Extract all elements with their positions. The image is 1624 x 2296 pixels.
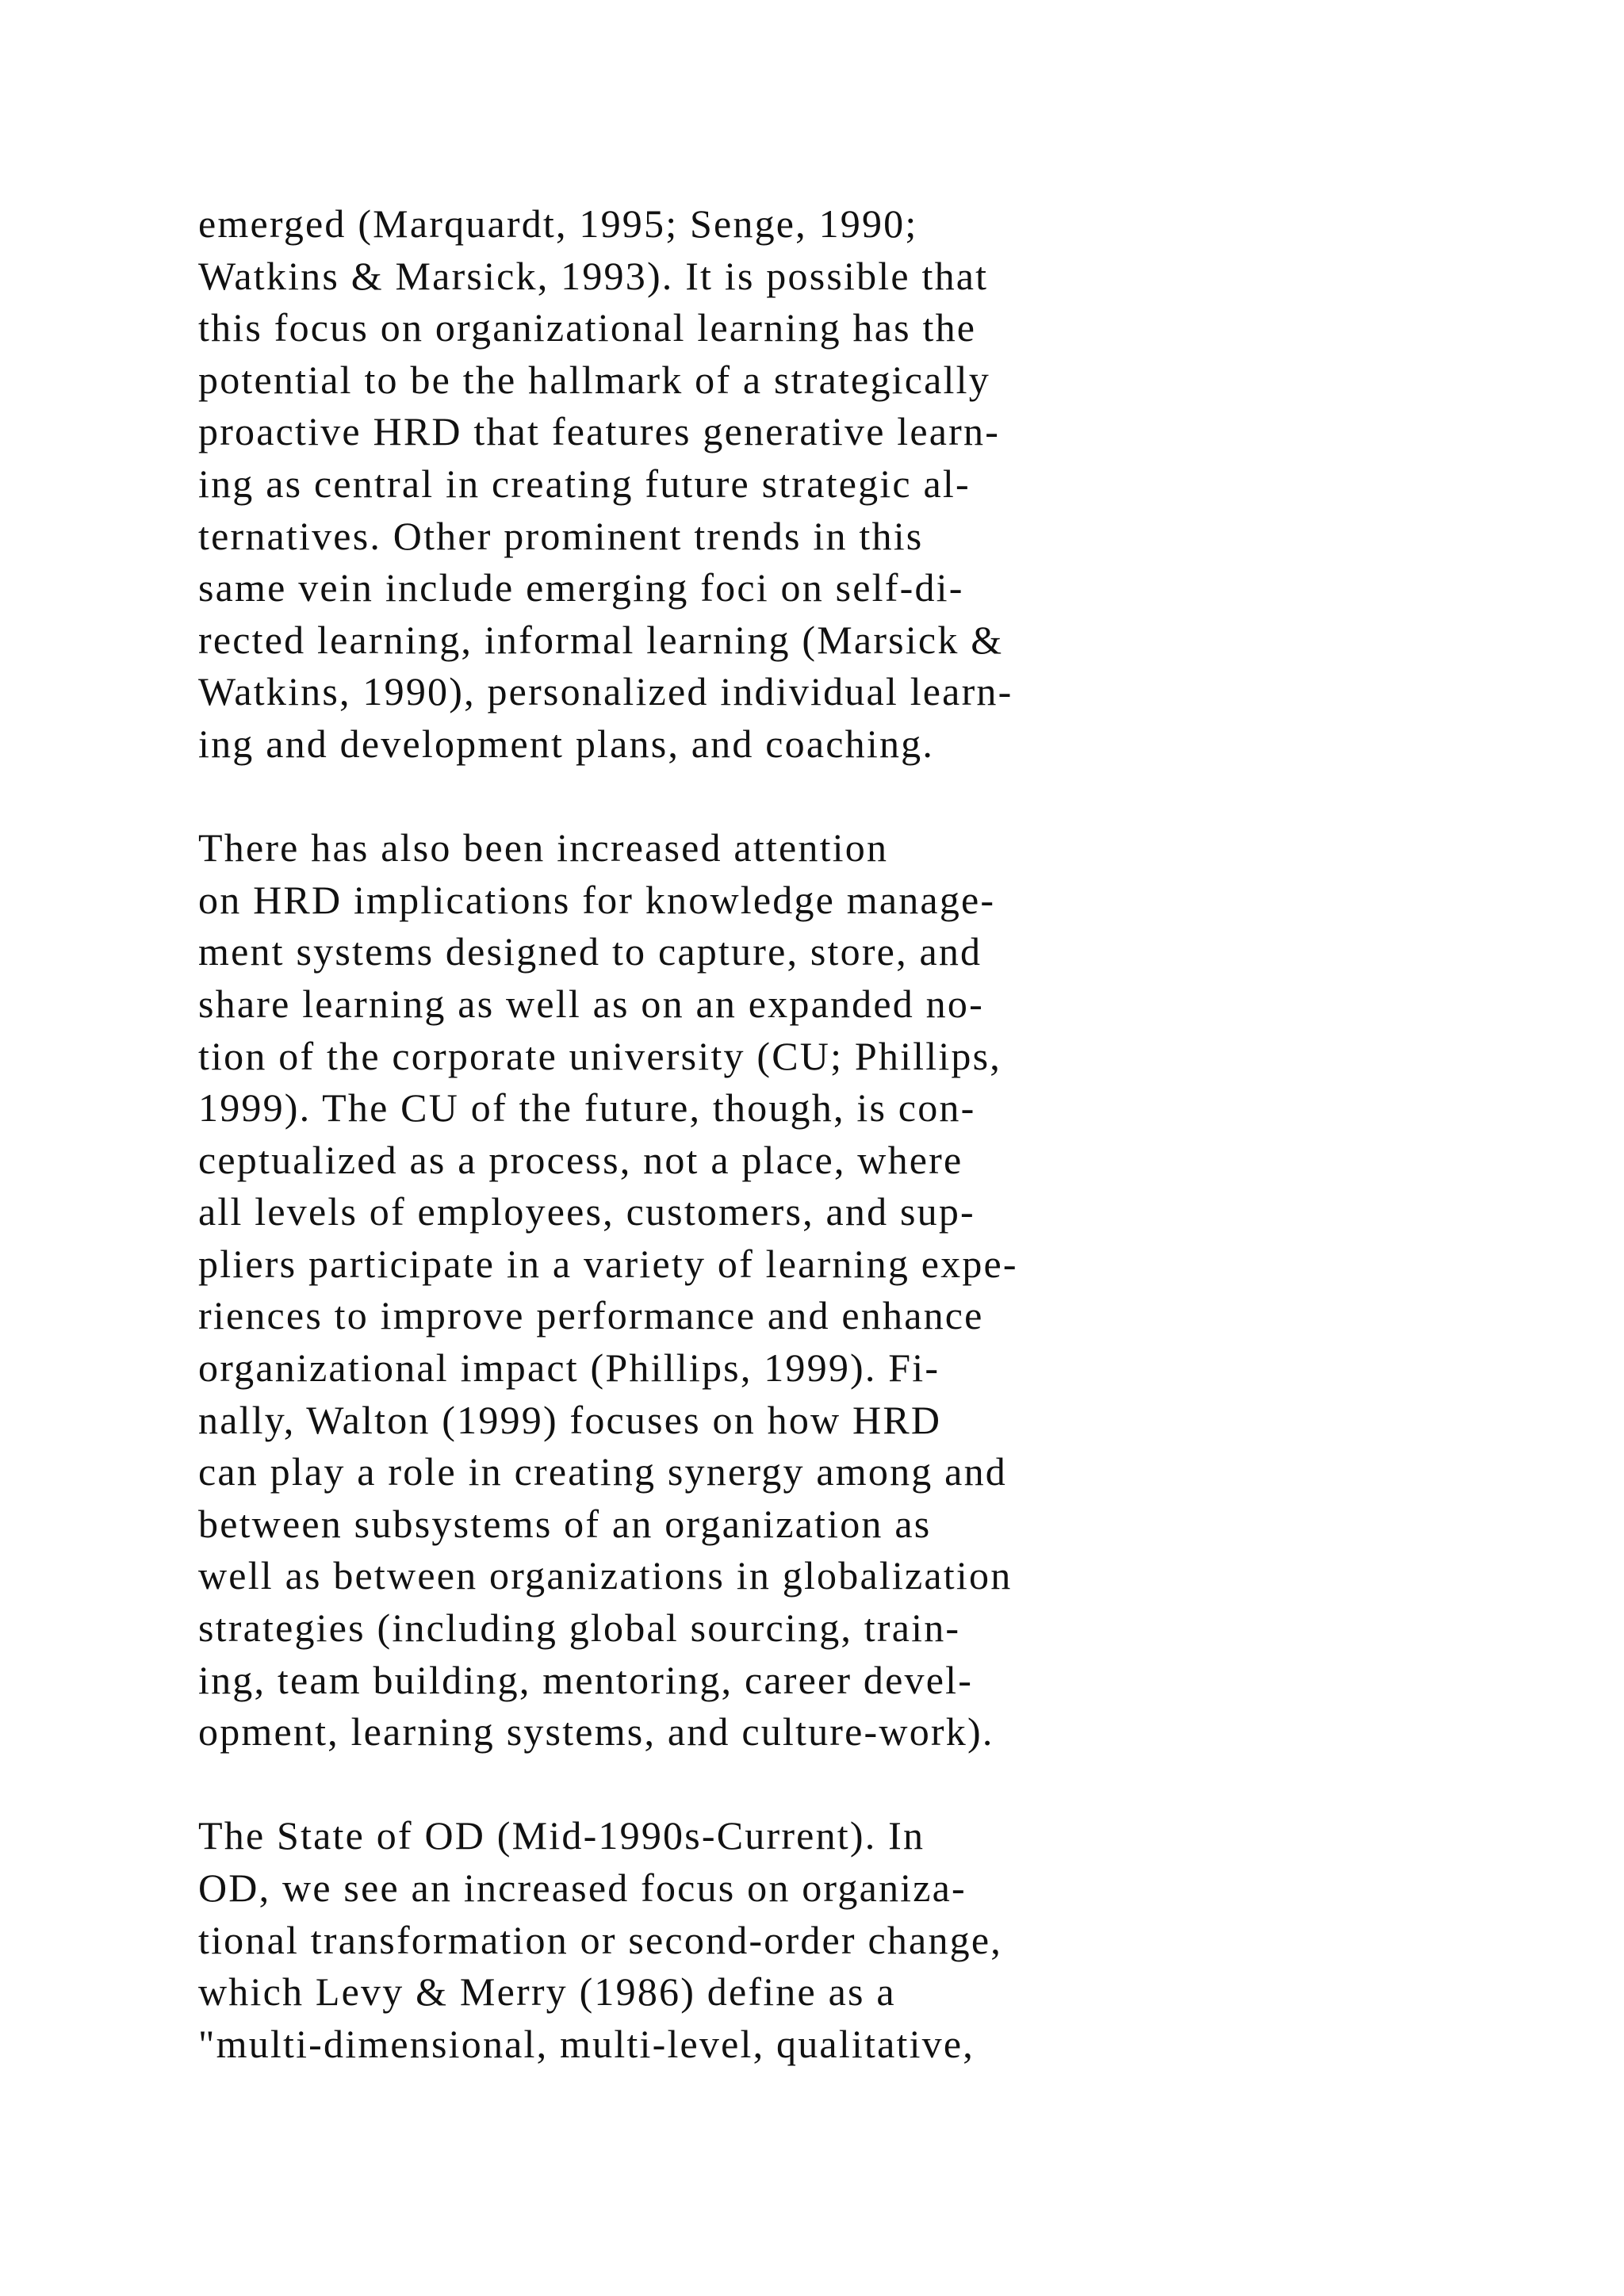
text-line: ceptualized as a process, not a place, where: [198, 1137, 963, 1182]
text-line: 1999). The CU of the future, though, is con-: [198, 1085, 976, 1131]
text-line: opment, learning systems, and culture-work).: [198, 1709, 994, 1755]
text-line: There has also been increased attention: [198, 825, 889, 871]
text-line: Watkins, 1990), personalized individual learn-: [198, 669, 1013, 714]
text-line: "multi-dimensional, multi-level, qualitative,: [198, 2021, 975, 2066]
text-line: which Levy & Merry (1986) define as a: [198, 1969, 896, 2015]
text-line: ing and development plans, and coaching.: [198, 721, 935, 766]
paragraph-3: [198, 1810, 1388, 2070]
text-line: potential to be the hallmark of a strategically: [198, 357, 990, 402]
paragraph-gap: [198, 771, 1388, 823]
text-line: ment systems designed to capture, store, and: [198, 929, 982, 974]
text-line: between subsystems of an organization as: [198, 1501, 932, 1546]
text-line: proactive HRD that features generative learn-: [198, 409, 1001, 454]
text-line: riences to improve performance and enhance: [198, 1293, 984, 1338]
text-line: this focus on organizational learning has the: [198, 305, 977, 350]
paragraph-2: [198, 822, 1388, 1758]
text-line: organizational impact (Phillips, 1999). Fi-: [198, 1345, 940, 1391]
text-line: tion of the corporate university (CU; Phillips,: [198, 1033, 1002, 1078]
text-line: rected learning, informal learning (Marsick &: [198, 617, 1004, 662]
text-line: The State of OD (Mid-1990s-Current). In: [198, 1813, 925, 1858]
text-line: ing as central in creating future strategic al-: [198, 461, 971, 506]
paragraph-1: [198, 198, 1388, 771]
text-line: nally, Walton (1999) focuses on how HRD: [198, 1397, 942, 1442]
text-line: on HRD implications for knowledge manage-: [198, 877, 996, 922]
body-text: [198, 198, 1388, 2070]
text-line: strategies (including global sourcing, train-: [198, 1605, 961, 1651]
text-line: emerged (Marquardt, 1995; Senge, 1990;: [198, 201, 918, 246]
text-line: same vein include emerging foci on self-di-: [198, 565, 964, 610]
paragraph-gap: [198, 1758, 1388, 1811]
text-line: ing, team building, mentoring, career devel-: [198, 1657, 974, 1702]
text-line: can play a role in creating synergy among and: [198, 1449, 1007, 1494]
text-line: well as between organizations in globalization: [198, 1553, 1013, 1598]
text-line: OD, we see an increased focus on organiza-: [198, 1866, 967, 1910]
text-line: all levels of employees, customers, and sup-: [198, 1189, 975, 1234]
text-line: ternatives. Other prominent trends in this: [198, 513, 924, 558]
text-line: tional transformation or second-order change,: [198, 1917, 1002, 1962]
text-line: Watkins & Marsick, 1993). It is possible that: [198, 253, 989, 298]
text-line: pliers participate in a variety of learning expe-: [198, 1241, 1018, 1286]
text-line: share learning as well as on an expanded no-: [198, 981, 984, 1026]
